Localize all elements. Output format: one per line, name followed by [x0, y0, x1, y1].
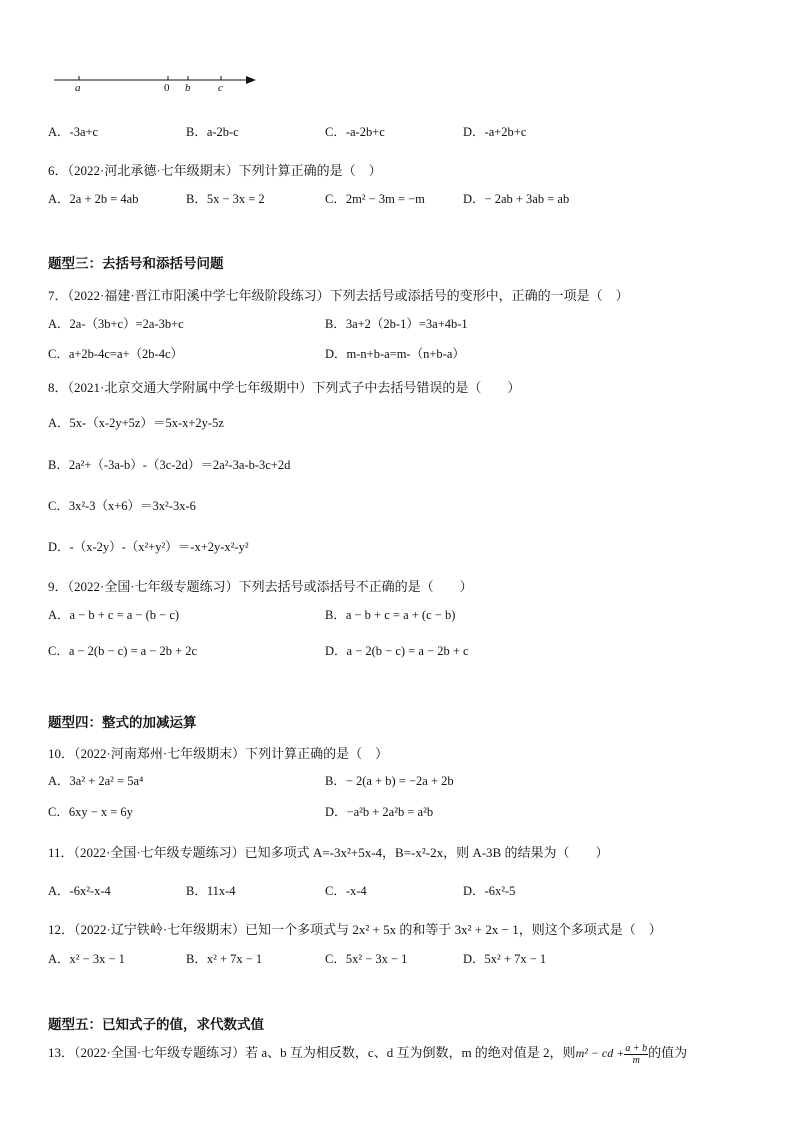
q7-option-a: A．2a-（3b+c）=2a-3b+c [48, 317, 184, 331]
q11-option-c: C．-x-4 [325, 884, 367, 898]
q6-option-a: A．2a + 2b = 4ab [48, 192, 139, 206]
q8-option-a: A．5x-（x-2y+5z）＝5x-x+2y-5z [48, 416, 224, 430]
q13-fraction-denominator: m [632, 1054, 640, 1066]
q13-fraction-numerator: a + b [625, 1042, 648, 1054]
q5-option-b: B．a-2b-c [186, 125, 239, 139]
q6-stem: 6．（2022·河北承德·七年级期末）下列计算正确的是（ ） [48, 163, 382, 178]
q7-stem: 7．（2022·福建·晋江市阳溪中学七年级阶段练习）下列去括号或添括号的变形中，正确的一项是（ ） [48, 288, 629, 303]
q6-option-b: B．5x − 3x = 2 [186, 192, 265, 206]
q11-stem: 11．（2022·全国·七年级专题练习）已知多项式 A=-3x²+5x-4，B=-x²-2x，则 A-3B 的结果为（ ） [48, 845, 609, 860]
q7-option-b: B．3a+2（2b-1）=3a+4b-1 [325, 317, 468, 331]
q9-option-d: D．a − 2(b − c) = a − 2b + c [325, 644, 469, 658]
section4-title: 题型四：整式的加减运算 [48, 715, 197, 731]
q9-option-a: A．a − b + c = a − (b − c) [48, 608, 180, 622]
q5-option-d: D．-a+2b+c [463, 125, 527, 139]
q10-option-b: B．− 2(a + b) = −2a + 2b [325, 774, 454, 788]
q5-option-a: A．-3a+c [48, 125, 99, 139]
q9-option-c: C．a − 2(b − c) = a − 2b + 2c [48, 644, 198, 658]
section5-title: 题型五：已知式子的值，求代数式值 [48, 1017, 264, 1033]
q12-option-d: D．5x² + 7x − 1 [463, 952, 547, 966]
q11-option-d: D．-6x²-5 [463, 884, 516, 898]
number-line-label-c: c [218, 82, 223, 94]
q9-option-b: B．a − b + c = a + (c − b) [325, 608, 456, 622]
q11-option-a: A．-6x²-x-4 [48, 884, 111, 898]
q13-expression-prefix: m² − cd + [575, 1046, 625, 1060]
q10-option-d: D．−a²b + 2a²b = a²b [325, 805, 434, 819]
q13-stem: 13．（2022·全国·七年级专题练习）若 a、b 互为相反数，c、d 互为倒数，m 的绝对值是 2，则 [48, 1045, 576, 1060]
q10-option-a: A．3a² + 2a² = 5a⁴ [48, 774, 144, 788]
q12-option-c: C．5x² − 3x − 1 [325, 952, 408, 966]
number-line-label-a: a [75, 82, 81, 94]
number-line-arrow [246, 76, 256, 84]
q8-option-c: C．3x²-3（x+6）＝3x²-3x-6 [48, 499, 196, 513]
q8-option-d: D．-（x-2y）-（x²+y²）＝-x+2y-x²-y² [48, 540, 249, 554]
number-line [50, 68, 270, 100]
q10-stem: 10．（2022·河南郑州·七年级期末）下列计算正确的是（ ） [48, 746, 389, 761]
q12-option-a: A．x² − 3x − 1 [48, 952, 125, 966]
q13-stem-end: 的值为 [648, 1045, 688, 1060]
q8-option-b: B．2a²+（-3a-b）-（3c-2d）＝2a²-3a-b-3c+2d [48, 458, 291, 472]
q13-fraction [624, 1043, 648, 1066]
number-line-label-zero: 0 [164, 82, 170, 94]
q12-option-b: B．x² + 7x − 1 [186, 952, 263, 966]
q7-option-d: D．m-n+b-a=m-（n+b-a） [325, 347, 465, 361]
number-line-label-b: b [185, 82, 191, 94]
q9-stem: 9．（2022·全国·七年级专题练习）下列去括号或添括号不正确的是（ ） [48, 579, 473, 594]
section3-title: 题型三：去括号和添括号问题 [48, 256, 224, 272]
q11-option-b: B．11x-4 [186, 884, 236, 898]
q8-stem: 8．（2021·北京交通大学附属中学七年级期中）下列式子中去括号错误的是（ ） [48, 380, 521, 395]
q10-option-c: C．6xy − x = 6y [48, 805, 133, 819]
q5-option-c: C．-a-2b+c [325, 125, 385, 139]
q13-stem-line [48, 1042, 748, 1066]
q12-stem: 12．（2022·辽宁铁岭·七年级期末）已知一个多项式与 2x² + 5x 的和等于 3x² + 2x − 1，则这个多项式是（ ） [48, 922, 662, 937]
q6-option-d: D．− 2ab + 3ab = ab [463, 192, 570, 206]
q6-option-c: C．2m² − 3m = −m [325, 192, 425, 206]
q7-option-c: C．a+2b-4c=a+（2b-4c） [48, 347, 184, 361]
